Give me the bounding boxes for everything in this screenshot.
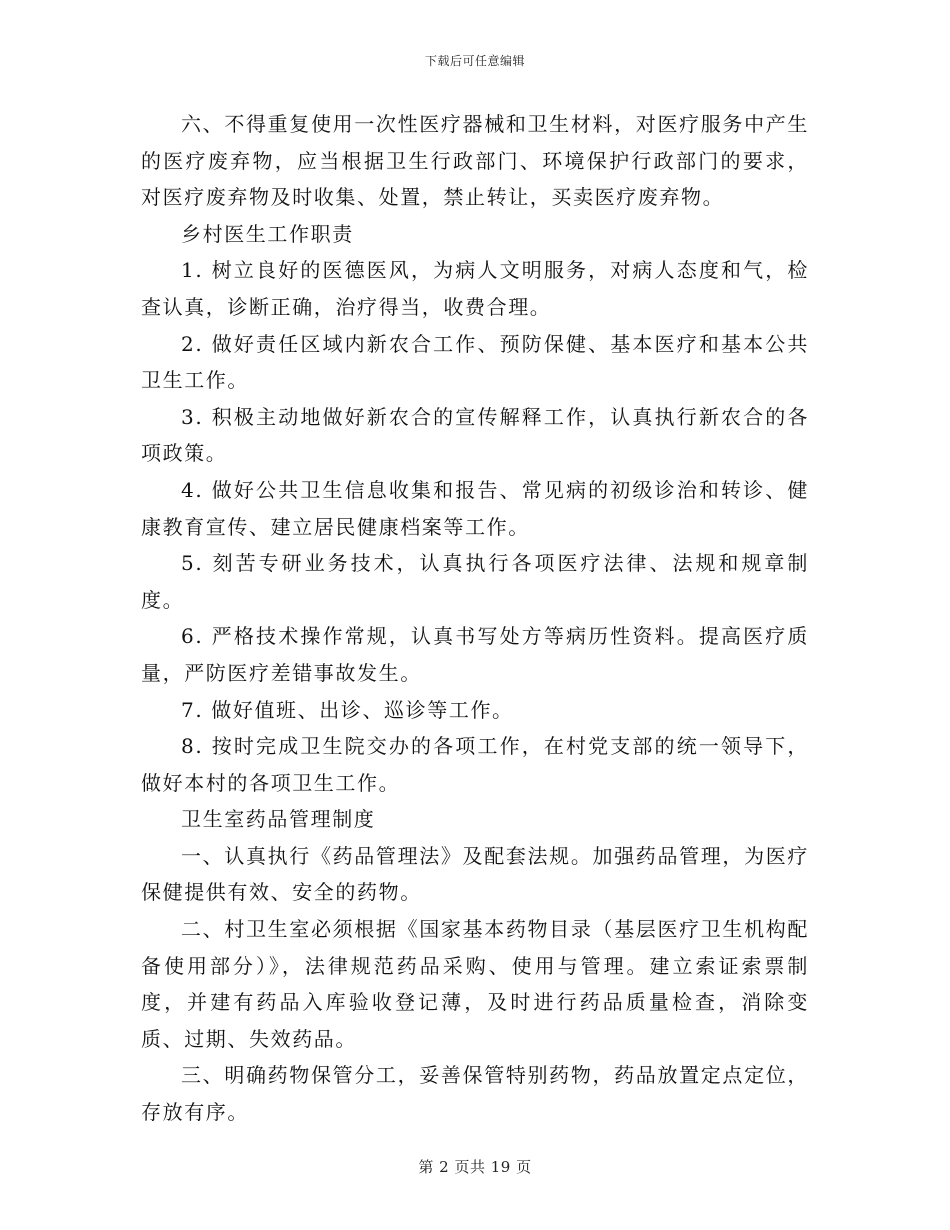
list-item-duty-7: 7. 做好值班、出诊、巡诊等工作。 (181, 697, 514, 722)
list-item-duty-4: 4. 做好公共卫生信息收集和报告、常见病的初级诊治和转诊、健康教育宣传、建立居民健康档案等工作。 (141, 477, 809, 539)
section-heading-village-doctor-duties: 乡村医生工作职责 (181, 221, 354, 246)
paragraph-drug-rule-3: 三、明确药物保管分工，妥善保管特别药物，药品放置定点定位，存放有序。 (141, 1063, 809, 1125)
document-body (141, 106, 809, 1131)
list-item-duty-1: 1. 树立良好的医德医风，为病人文明服务，对病人态度和气，检查认真，诊断正确，治疗得当，收费合理。 (141, 258, 809, 319)
section-heading-drug-management: 卫生室药品管理制度 (181, 807, 376, 832)
list-item-duty-5: 5. 刻苦专研业务技术，认真执行各项医疗法律、法规和规章制度。 (141, 551, 809, 612)
list-item-duty-2: 2. 做好责任区域内新农合工作、预防保健、基本医疗和基本公共卫生工作。 (141, 331, 809, 393)
paragraph-waste-disposal: 六、不得重复使用一次性医疗器械和卫生材料，对医疗服务中产生的医疗废弃物，应当根据卫生行政部门、环境保护行政部门的要求，对医疗废弃物及时收集、处置，禁止转让，买卖医疗废弃物。 (141, 112, 809, 210)
list-item-duty-3: 3. 积极主动地做好新农合的宣传解释工作，认真执行新农合的各项政策。 (141, 404, 809, 466)
list-item-duty-8: 8. 按时完成卫生院交办的各项工作，在村党支部的统一领导下，做好本村的各项卫生工作。 (141, 734, 809, 795)
paragraph-drug-rule-1: 一、认真执行《药品管理法》及配套法规。加强药品管理，为医疗保健提供有效、安全的药物。 (141, 843, 809, 905)
page-header: 下载后可任意编辑 (424, 54, 525, 68)
list-item-duty-6: 6. 严格技术操作常规，认真书写处方等病历性资料。提高医疗质量，严防医疗差错事故发生。 (141, 624, 809, 685)
page-footer: 第 2 页共 19 页 (418, 1158, 532, 1176)
paragraph-drug-rule-2: 二、村卫生室必须根据《国家基本药物目录（基层医疗卫生机构配备使用部分）》，法律规范药品采购、使用与管理。建立索证索票制度，并建有药品入库验收登记薄，及时进行药品质量检查，消除变质、过期、失效药品。 (141, 917, 809, 1051)
